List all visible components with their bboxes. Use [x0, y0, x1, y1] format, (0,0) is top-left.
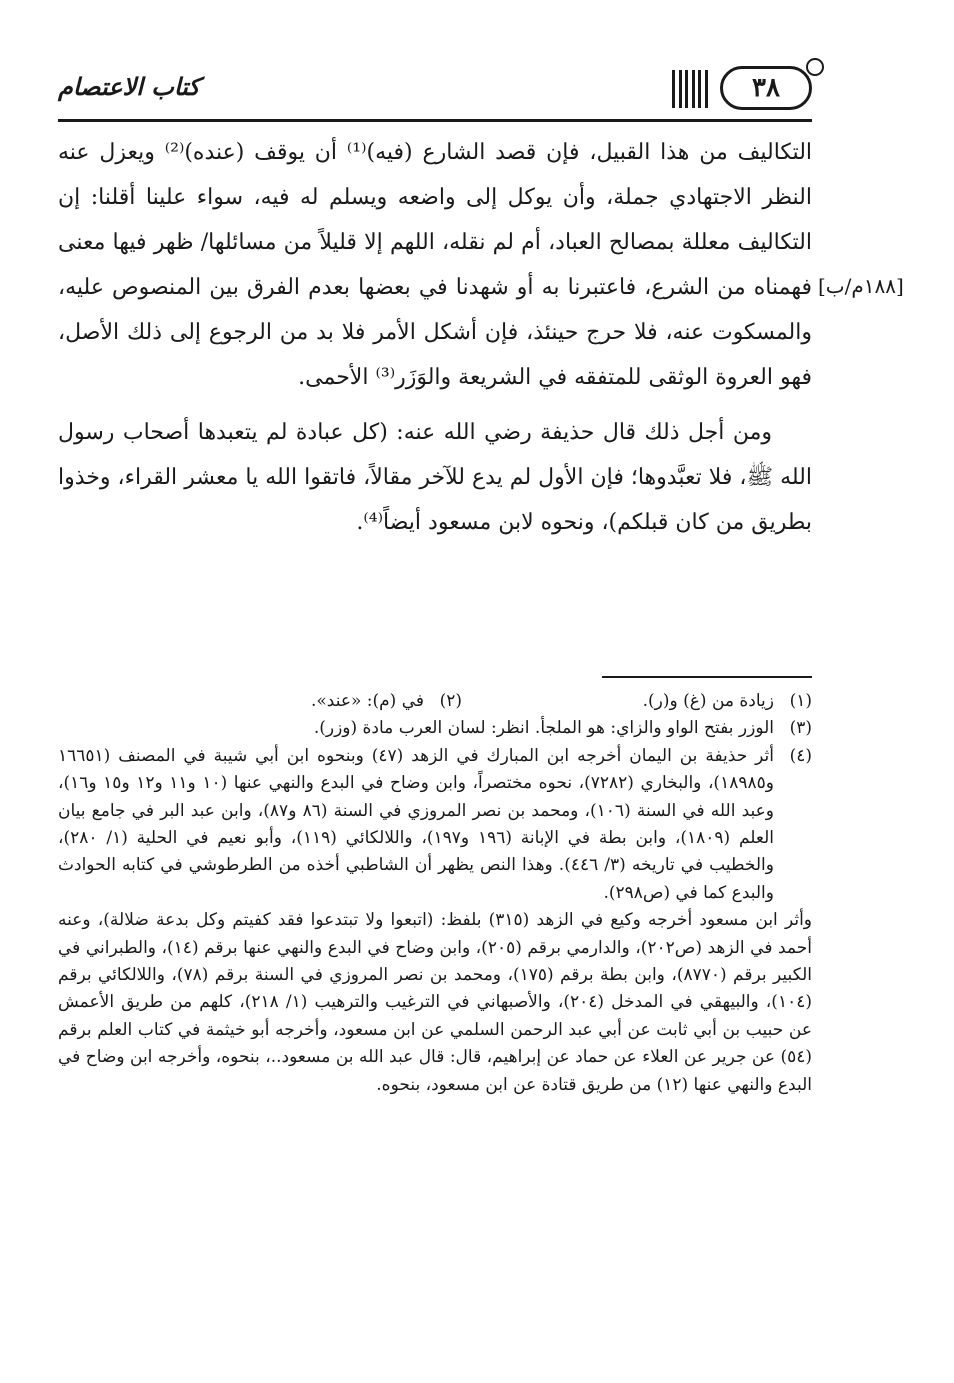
page-header	[58, 66, 812, 122]
footnotes	[58, 688, 812, 1099]
footnote-number: (٢)	[439, 691, 462, 711]
main-text	[58, 130, 812, 545]
paragraph-2: ومن أجل ذلك قال حذيفة رضي الله عنه: (كل عبادة لم يتعبدها أصحاب رسول الله ﷺ، فلا تعبَّدوها؛ فإن الأول لم يدع للآخر مقالاً، فاتقوا الله يا معشر القراء، وخذوا بطريق من كان قبلكم)، ونحوه لابن مسعود أيضاً⁽⁴⁾.	[58, 420, 812, 535]
footnote-text: الوزر بفتح الواو والزاي: هو الملجأ. انظر: لسان العرب مادة (وزر).	[313, 718, 774, 739]
footnote-number: (٤)	[789, 745, 812, 766]
ornament-ring-icon	[806, 58, 824, 76]
manuscript-folio-marker: [١٨٨م/ب]	[818, 274, 904, 298]
footnote-2	[112, 688, 462, 715]
header-ornament-bars	[672, 70, 708, 108]
footnote-4	[58, 743, 812, 907]
footnote-separator	[602, 676, 812, 678]
footnote-number: (١)	[789, 691, 812, 711]
footnote-text: أثر حذيفة بن اليمان أخرجه ابن المبارك في الزهد (٤٧) وبنحوه ابن أبي شيبة في المصنف (١٦٦٥١ و١٨٩٨٥)، والبخاري (٧٢٨٢)، نحوه مختصراً، وابن وضاح في البدع والنهي عنها (١٠ و١١ و١٢ و١٥ و١٦)، وعبد الله في السنة (١٠٦)، ومحمد بن نصر المروزي في السنة (٨٦ و٨٧)، وابن عبد البر في جامع بيان العلم (١٨٠٩)، وابن بطة في الإبانة (١٩٦ و١٩٧)، واللالكائي (١١٩)، وأبو نعيم في الحلية (١/ ٢٨٠)، والخطيب في تاريخه (٣/ ٤٤٦). وهذا النص يظهر أن الشاطبي أخذه من الطرطوشي في كتابه الحوادث والبدع كما في (ص٢٩٨).	[58, 745, 774, 903]
page-number: ٣٨	[720, 66, 812, 110]
footnote-number: (٣)	[789, 718, 812, 739]
footnote-text: زيادة من (غ) و(ر).	[642, 691, 774, 711]
footnote-row-1-2	[58, 688, 812, 715]
paragraph-1: التكاليف من هذا القبيل، فإن قصد الشارع (فيه)⁽¹⁾ أن يوقف (عنده)⁽²⁾ ويعزل عنه النظر الاجتهادي جملة، وأن يوكل إلى واضعه ويسلم له فيه، سواء علينا أقلنا: إن التكاليف معللة بمصالح العباد، أم لم نقله، اللهم إلا قليلاً من مسائلها/ ظهر فيها معنى فهمناه من الشرع، فاعتبرنا به أو شهدنا في بعضها بعدم الفرق بين المنصوص عليه، والمسكوت عنه، فلا حرج حينئذ، فإن أشكل الأمر فلا بد من الرجوع إلى ذلك الأصل، فهو العروة الوثقى للمتفقه في الشريعة والوَزَر⁽³⁾ الأحمى.	[58, 140, 813, 390]
header-rule	[58, 119, 812, 122]
footnote-3	[58, 715, 812, 742]
footnote-1	[462, 688, 812, 715]
footnote-4-continuation: وأثر ابن مسعود أخرجه وكيع في الزهد (٣١٥) بلفظ: (اتبعوا ولا تبتدعوا فقد كفيتم وكل بدعة ضلالة)، وعنه أحمد في الزهد (ص٢٠٢)، والدارمي برقم (٢٠٥)، وابن وضاح في البدع والنهي عنها برقم (١٤)، والطبراني في الكبير برقم (٨٧٧٠)، وابن بطة برقم (١٧٥)، ومحمد بن نصر المروزي في السنة برقم (٧٨)، واللالكائي برقم (١٠٤)، والبيهقي في المدخل (٢٠٤)، والأصبهاني في الترغيب والترهيب (١/ ٢١٨)، كلهم من طريق الأعمش عن حبيب بن أبي ثابت عن أبي عبد الرحمن السلمي عن ابن مسعود، وأخرجه أبو خيثمة في كتاب العلم برقم (٥٤) عن جرير عن العلاء عن حماد عن إبراهيم، قال: قال عبد الله بن مسعود..، بنحوه، وأخرجه ابن وضاح في البدع والنهي عنها (١٢) من طريق قتادة عن ابن مسعود، بنحوه.	[58, 910, 812, 1095]
book-title: كتاب الاعتصام	[58, 72, 200, 101]
footnote-text: في (م): «عند».	[310, 691, 424, 711]
